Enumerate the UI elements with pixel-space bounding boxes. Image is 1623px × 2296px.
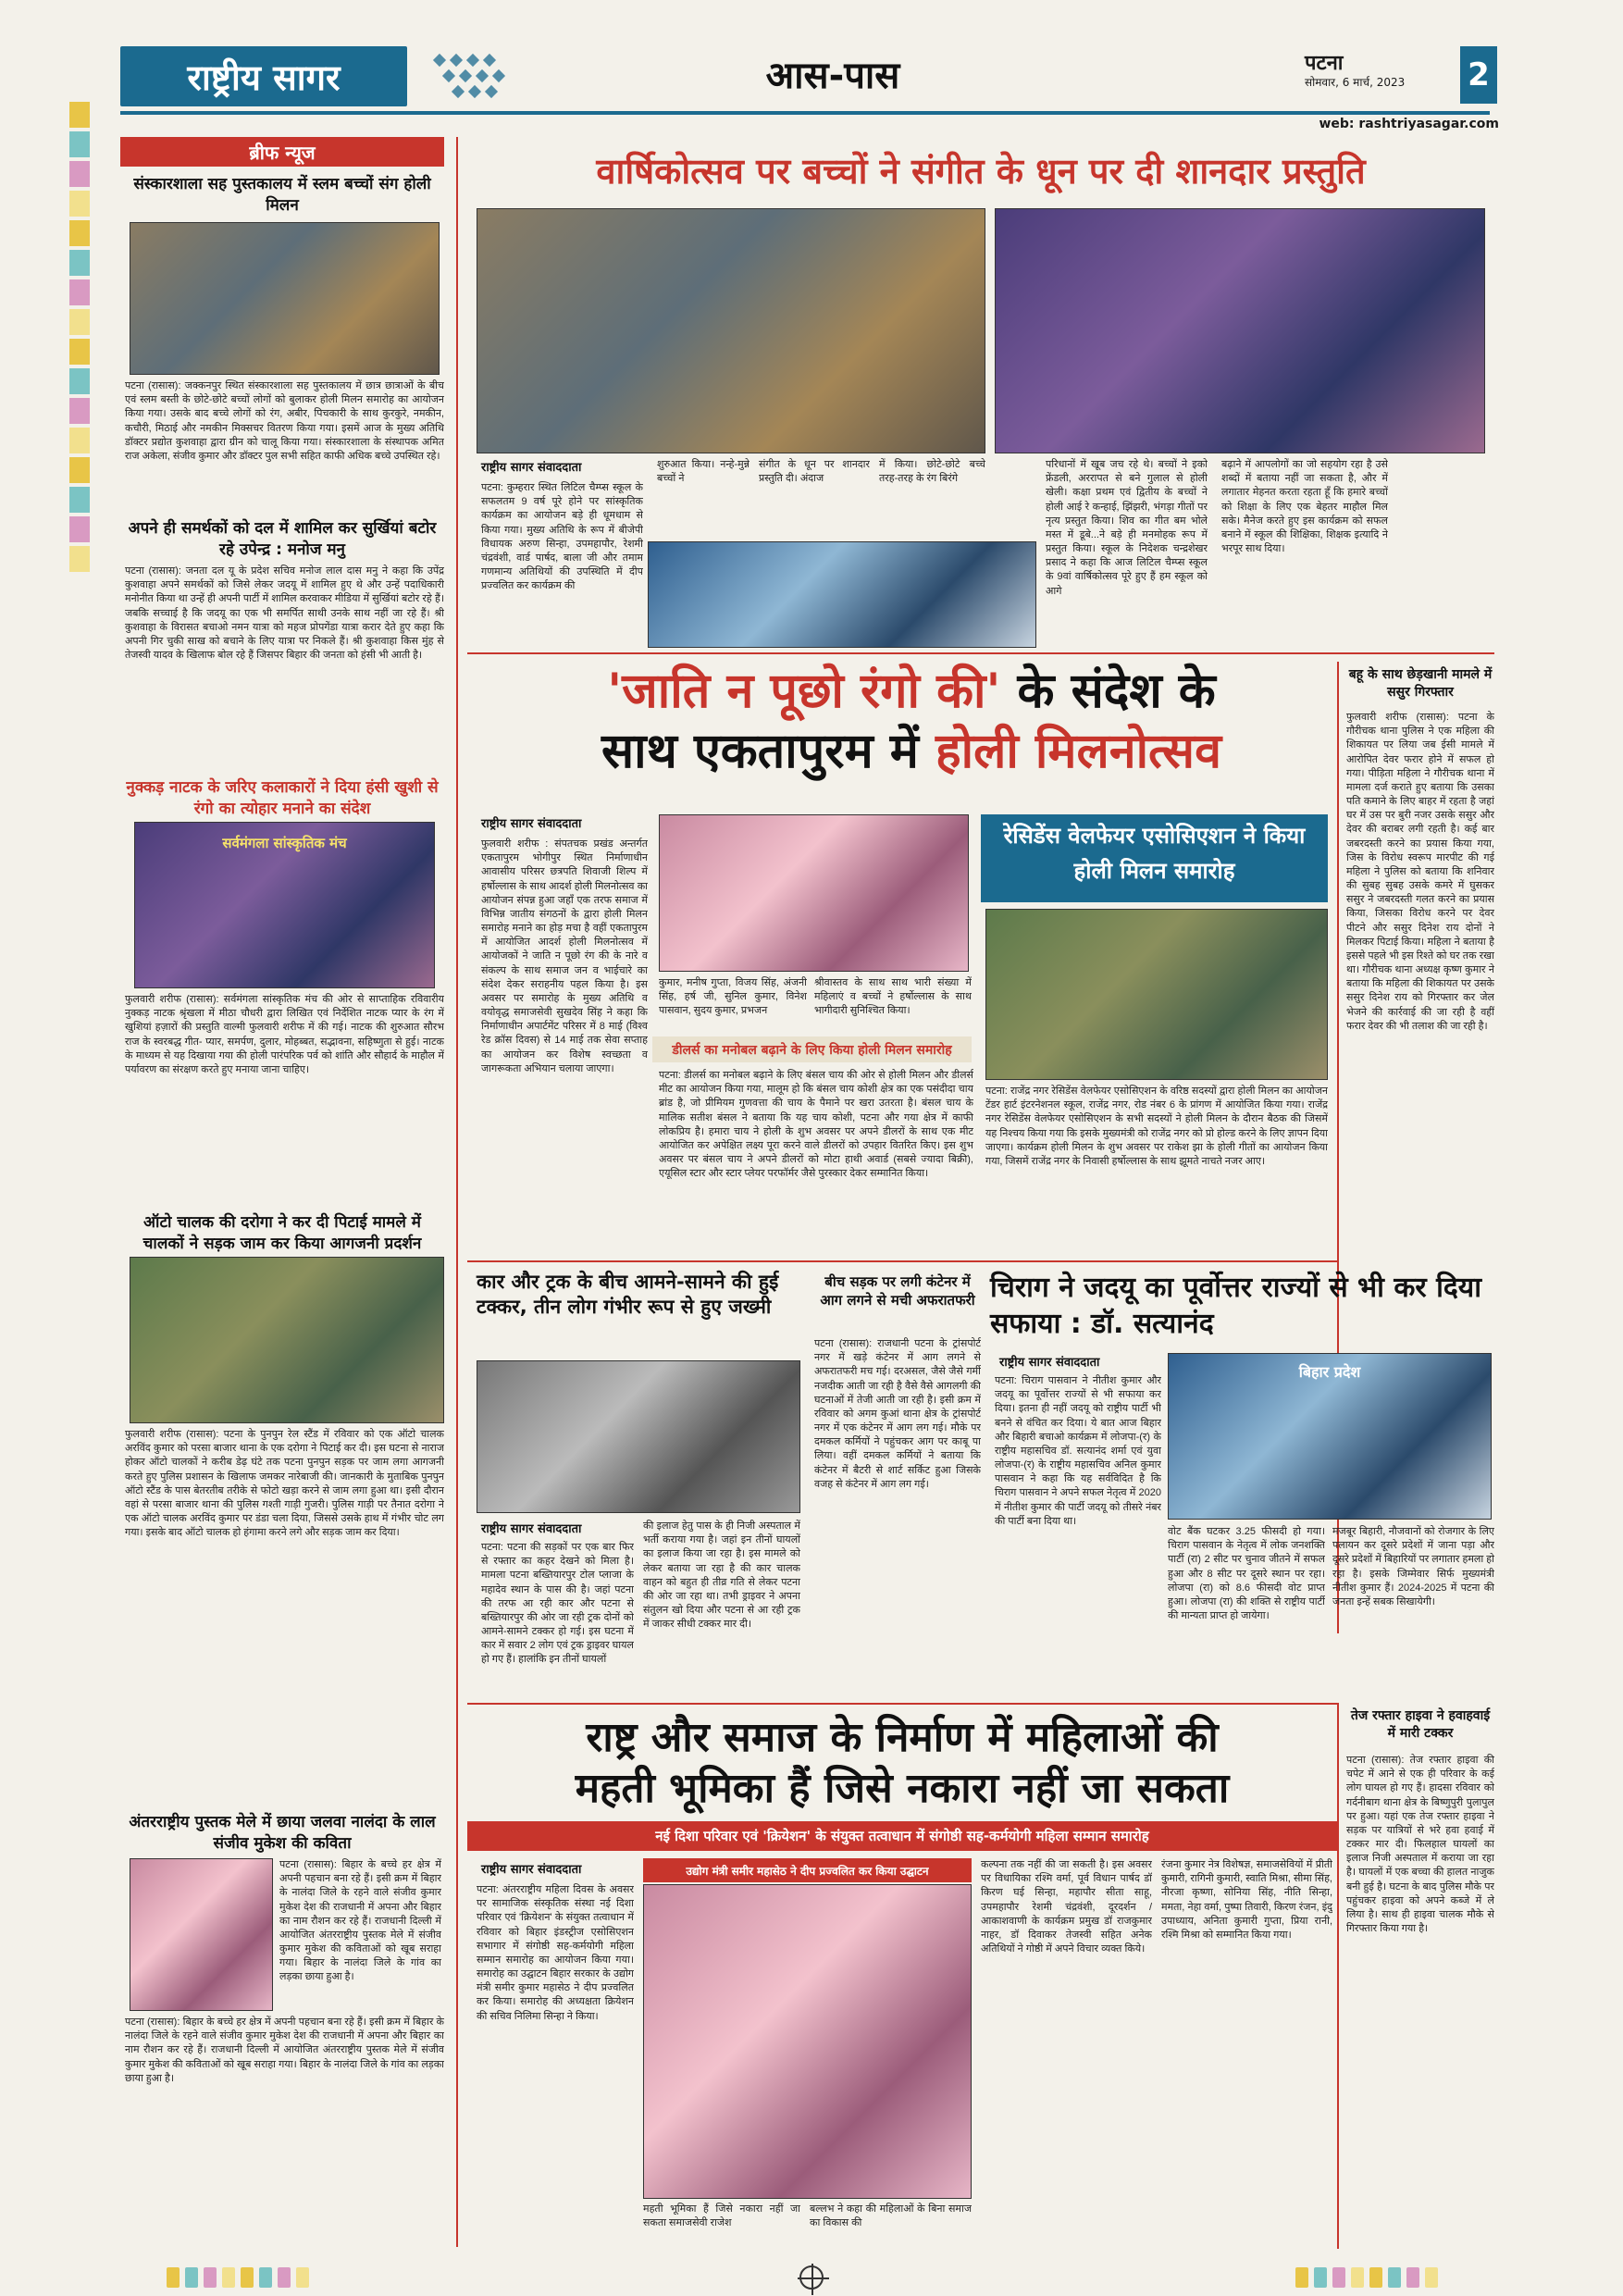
city-label: पटना: [1305, 52, 1344, 75]
holi-headline-quote: 'जाति न पूछो रंगो की': [607, 664, 1001, 719]
dealers-story-banner: डीलर्स का मनोबल बढ़ाने के लिए किया होली मिलन समारोह: [652, 1036, 972, 1062]
chirag-story-body: पटना: चिराग पासवान ने नीतीश कुमार और जदयू का पूर्वोत्तर राज्यों से भी सफाया कर दिया। इतना ही नहीं जदयू को राष्ट्रीय पार्टी भी बनने से वंचित कर दिया। ये बात आज बिहार और बिहारी बचाओ कार्यक्रम में लोजपा-(र) के राष्ट्रीय महासचिव डॉ. सत्यानंद शर्मा एवं युवा लोजपा-(र) के राष्ट्रीय महासचिव अनिल कुमार पासवान ने कहा कि यह सर्वविदित है कि चिराग पासवान ने अपने सफल नेतृत्व में 2020 में नीतीश कुमार की पार्टी जदयू को तीसरे नंबर की पार्टी बना दिया था।: [995, 1375, 1161, 1527]
website-link[interactable]: web: rashtriyasagar.com: [1319, 117, 1499, 131]
chirag-story-headline: चिराग ने जदयू का पूर्वोत्तर राज्यों से भी कर दिया सफाया : डॉ. सत्यानंद: [990, 1272, 1481, 1340]
story-body: फुलवारी शरीफ (रासास): पटना के गौरीचक थाना पुलिस ने एक महिला की शिकायत पर लिया जब ईसी मामले में आरोपित देवर फरार होने में सफल हो गया। पीड़िता महिला ने गौरीचक थाना में मामला दर्ज कराते हुए बताया कि उसका पति कमाने के लिए बाहर में रहता है जहां घर में उस पर बुरी नजर उसके ससुर और देवर की बराबर लगी रहती है। कई बार जबरदस्ती करने का प्रयास किया गया, जिस के विरोध स्वरूप मारपीट की गई महिला ने पुलिस को बताया कि शनिवार की सुबह सुबह उसके कमरे में घुसकर ससुर ने जबरदस्ती गलत करने का प्रयास किया, जिसका विरोध करने पर देवर पीटने और ससुर दिनेश राय दोनों ने मिलकर पिटाई किया। महिला ने बताया है इससे पहले भी इस रिश्ते को घर तक रखा था। गौरीचक थाना अध्यक्ष कृष्ण कुमार ने बताया कि महिला की शिकायत पर उसके ससुर दिनेश राय को गिरफ्तार कर जेल भेजने की कार्रवाई की जा रही है वहीं फरार देवर की भी तलाश की जा रही है।: [1346, 712, 1494, 1032]
story-column: परिधानों में खूब जच रहे थे। बच्चों ने इको फ्रेंडली, अररापत से बने गुलाल से होली खेली। कक्षा प्रथम एवं द्वितीय के बच्चों ने होली आई रे कन्हाई, झिंझरी, भंगड़ा गीतों पर नृत्य प्रस्तुत किया। शिव का गीत बम भोले मस्त में डूबे...ने बड़े ही मनमोहक रूप में प्रस्तुत किया। स्कूल के निदेशक चन्द्रशेखर प्रसाद ने कहा कि आज लिटिल चैम्प्स स्कूल के 9वां वार्षिकोत्सव पूरे हुए हैं हम स्कूल को आगे: [1046, 459, 1208, 597]
photo-bottom-caption: बल्लभ ने कहा की महिलाओं के बिना समाज का विकास की: [810, 2203, 972, 2229]
photo-banner-text: सर्वमंगला सांस्कृतिक मंच: [222, 835, 347, 851]
holi-story-headline: [467, 662, 1356, 782]
story-body: पटना (रासास): जनता दल यू के प्रदेश सचिव मनोज लाल दास मनु ने कहा कि उपेंद्र कुशवाहा अपने समर्थकों को जिसे लेकर जदयू में शामिल हुए थे और उन्हें पदाधिकारी मनोनीत किया था उन्हें ही अपनी पार्टी में शामिल करवाकर मीडिया में सुर्खियां बटोर रहे हैं। जबकि सच्चाई है कि जदयू का एक भी समर्पित साथी उनके साथ नहीं जा रहे हैं। श्री कुशवाहा के विरासत बचाओ नमन यात्रा को महज प्रोपगेंडा यात्रा करार देते हुए कहा कि अपनी गिर चुकी साख को बचाने के लिए यात्रा पर निकले हैं। श्री कुशवाहा किस मुंह से तेजस्वी यादव के खिलाफ बोल रहे हैं जिसपर बिहार की जनता को हंसी भी आती है।: [125, 565, 444, 662]
masthead-rule: [120, 111, 1490, 115]
news-photo: [130, 222, 440, 375]
top-story-headline-box: [467, 137, 1494, 206]
women-headline-line1: राष्ट्र और समाज के निर्माण में महिलाओं की: [586, 1714, 1219, 1761]
byline: राष्ट्रीय सागर संवाददाता: [481, 1863, 582, 1877]
car-story-headline: कार और ट्रक के बीच आमने-सामने की हुई टक्कर, तीन लोग गंभीर रूप से हुए जख्मी: [477, 1271, 779, 1319]
story-headline: ऑटो चालक की दरोगा ने कर दी पिटाई मामले में चालकों ने सड़क जाम कर किया आगजनी प्रदर्शन: [142, 1213, 422, 1253]
story-column: में किया। छोटे-छोटे बच्चे तरह-तरह के रंग बिरंगे: [879, 459, 985, 485]
story-body-continued: पटना (रासास): बिहार के बच्चे हर क्षेत्र में अपनी पहचान बना रहे हैं। इसी क्रम में बिहार के नालंदा जिले के रहने वाले संजीव कुमार मुकेश देश की राजधानी में अपना और बिहार का नाम रौशन कर रहे हैं। राजधानी दिल्ली में आयोजित अंतरराष्ट्रीय पुस्तक मेले में संजीव कुमार मुकेश की कविताओं को खूब सराहा गया। बिहार के नालंदा जिले के गांव का लड़का छाया हुआ है।: [125, 2017, 444, 2084]
left-margin-color-bar: [69, 102, 90, 2258]
top-story-photo-right: [995, 208, 1485, 453]
photo-caption: श्रीवास्तव के साथ साथ भारी संख्या में महिलाएं व बच्चों ने हर्षोल्लास के साथ भागीदारी सुनिश्चित किया।: [814, 977, 972, 1017]
chirag-story-body-continued: वोट बैंक घटकर 3.25 फीसदी हो गया। चिराग पासवान के नेतृत्व में लोक जनशक्ति पार्टी (रा) 2 सीट पर चुनाव जीतने में सफल हुआ और 8 सीट पर दूसरे स्थान पर रहा। लोजपा (रा) को 8.6 फीसदी वोट प्राप्त हुआ। लोजपा (रा) की शक्ति से राष्ट्रीय पार्टी की मान्यता प्राप्त हो जायेगा।: [1168, 1526, 1325, 1622]
residents-headline: रेसिडेंस वेलफेयर एसोसिएशन ने किया होली मिलन समारोह: [1003, 823, 1306, 885]
holi-story-body: फुलवारी शरीफ : संपतचक प्रखंड अन्तर्गत एकतापुरम भोगीपुर स्थित निर्माणाधीन आवासीय परिसर छत्रपति शिवाजी शिल्प में हर्षोल्लास के साथ आदर्श होली मिलनोत्सव का आयोजन संपन्न हुआ जहाँ एक तरफ समाज में विभिन्न जातीय संगठनों के द्वारा होली मिलन समारोह मनाने का होड़ मचा है वहीं एकतापुरम में आयोजित आदर्श होली मिलनोत्सव में आयोजकों ने जाति न पूछो रंग की के नारे व संकल्प के साथ समाज जन व भाईचारे का संदेश देकर सराहनीय पहल किया है। इस अवसर पर समारोह के मुख्य अतिथि व वयोवृद्ध समाजसेवी सुखदेव सिंह ने कहा कि निर्माणाधीन अपार्टमेंट परिसर में 8 माई (विश्व रेड क्रॉस दिवस) से 14 माई तक सेवा सप्ताह का आयोजन कर विशेष स्वच्छता व जागरूकता अभियान चलाया जाएगा।: [481, 838, 648, 1074]
divider: [467, 1260, 1337, 1262]
story-body: पटना (रासास): जक्कनपुर स्थित संस्कारशाला सह पुस्तकालय में छात्र छात्राओं के बीच एवं स्लम बस्ती के छोटे-छोटे बच्चों लोगों को बुलाकर होली मिलन समारोह का आयोजन किया गया। उसके बाद बच्चे लोगों को रंग, अबीर, पिचकारी के साथ कुरकुरे, नमकीन, कचौरी, मिठाई और नमकीन मिक्सचर वितरण किया गया। इसमें आज के मुख्य अतिथि डॉक्टर प्रद्योत कुशवाहा द्वारा ग्रीन को चालू किया गया। संस्कारशाला के संस्थापक अमित राज अकेला, संजीव कुमार और डॉक्टर पुल सभी सहित काफी अधिक बच्चे उपस्थित रहे।: [125, 380, 444, 462]
highway-story-headline: तेज रफ्तार हाइवा ने हवाहवाई में मारी टक्कर: [1350, 1708, 1491, 1741]
holi-headline-line2a: साथ एकतापुरम में: [601, 724, 935, 779]
top-story-photo-left: [477, 208, 985, 453]
brand-logo: राष्ट्रीय सागर: [120, 46, 407, 106]
women-story-body: पटना: अंतरराष्ट्रीय महिला दिवस के अवसर पर सामाजिक संस्कृतिक संस्था नई दिशा परिवार एवं 'क्रियेशन' के संयुक्त तत्वाधान में रविवार को बिहार इंडस्ट्रीज एसोसिएशन सभागार में संगोष्ठी सह-कर्मयोगी महिला सम्मान समारोह का आयोजन किया गया। समारोह का उद्घाटन बिहार सरकार के उद्योग मंत्री समीर कुमार महासेठ ने दीप प्रज्वलित कर किया। समारोह की अध्यक्षता क्रियेशन की सचिव निलिमा सिन्हा ने किया।: [477, 1884, 634, 2022]
photo-banner-text: बिहार प्रदेश: [1298, 1363, 1361, 1381]
women-headline-line2: महती भूमिका हैं जिसे नकारा नहीं जा सकता: [575, 1765, 1230, 1812]
holi-group-photo: [659, 814, 969, 972]
page-number: 2: [1460, 46, 1497, 104]
masthead: [120, 46, 1499, 131]
news-photo: [130, 1858, 273, 2011]
photo-bottom-caption: महती भूमिका हैं जिसे नकारा नहीं जा सकता समाजसेवी राजेश: [643, 2203, 800, 2229]
registration-mark-icon: [799, 2265, 824, 2290]
residents-story-body: पटना: राजेंद्र नगर रेसिडेंस वेलफेयर एसोसिएशन के वरिष्ठ सदस्यों द्वारा होली मिलन का आयोजन टेंडर हार्ट इंटरनेशनल स्कूल, राजेंद्र नगर, रोड नंबर 6 के प्रांगण में आयोजित किया गया। राजेंद्र नगर रेसिडेंस वेलफेयर एसोसिएशन के सभी सदस्यों ने होली मिलन के दौरान बैठक की जिसमें यह निश्चय किया गया कि इसके मुख्यमंत्री को राजेंद्र नगर को प्रो होल्ड करने के लिए ज्ञापन दिया जाएगा। कार्यक्रम होली मिलन के शुभ अवसर पर राकेश झा के होली गीतों का आयोजन किया गया, जिसमें राजेंद्र नगर के निवासी हर्षोल्लास के साथ झूमते नाचते नजर आए।: [985, 1086, 1328, 1167]
story-column: बढ़ाने में आपलोगों का जो सहयोग रहा है उसे शब्दों में बताया नहीं जा सकता है, और में लगातार मेहनत करता रहता हूँ कि हमारे बच्चों को शिक्षा के लिए एक बेहतर माहौल मिल सके। मैनेज करते हुए इस कार्यक्रम को सफल बनाने में स्कूल की शिक्षिका, शिक्षक इत्यादि ने भरपूर साथ दिया।: [1221, 459, 1388, 555]
accident-photo: [477, 1360, 800, 1513]
story-headline: नुक्कड़ नाटक के जरिए कलाकारों ने दिया हंसी खुशी से रंगो का त्योहार मनाने का संदेश: [126, 778, 439, 818]
women-story-banner: नई दिशा परिवार एवं 'क्रियेशन' के संयुक्त तत्वाधान में संगोष्ठी सह-कर्मयोगी महिला सम्मान समारोह: [467, 1821, 1337, 1851]
story-headline: अंतरराष्ट्रीय पुस्तक मेले में छाया जलवा नालंदा के लाल संजीव मुकेश की कविता: [129, 1813, 436, 1853]
women-photo-caption: उद्योग मंत्री समीर महासेठ ने दीप प्रज्वलित कर किया उद्घाटन: [643, 1858, 972, 1882]
byline: राष्ट्रीय सागर संवाददाता: [481, 817, 582, 831]
story-column: पटना: कुम्हरार स्थित लिटिल चैम्प्स स्कूल के सफलतम 9 वर्ष पूरे होने पर सांस्कृतिक कार्यक्रम का आयोजन बड़े ही धूमधाम से किया गया। मुख्य अतिथि के रूप में बीजेपी विधायक अरुण सिन्हा, उपमहापौर, रेशमी चंद्रवंशी, वार्ड पार्षद, बाला जी और तमाम गणमान्य अतिथियों की उपस्थिति में दीप प्रज्वलित कर कार्यक्रम की: [481, 482, 643, 592]
date-label: सोमवार, 6 मार्च, 2023: [1305, 76, 1406, 89]
women-story-body-continued: कल्पना तक नहीं की जा सकती है। इस अवसर पर विधायिका रश्मि वर्मा, पूर्व विधान पार्षद डॉ किरण घई सिन्हा, महापौर सीता साहू, उपमहापौर रेशमी चंद्रवंशी, दूरदर्शन / आकाशवाणी के कार्यक्रम प्रमुख डॉ राजकुमार नाहर, डॉ दिवाकर तेजस्वी सहित अनेक अतिथियों ने गोष्ठी में अपने विचार व्यक्त किये।: [981, 1859, 1152, 1955]
residents-photo: [985, 909, 1328, 1080]
news-photo: [130, 1257, 444, 1423]
women-story-headline: [472, 1712, 1332, 1814]
children-performers-photo: [648, 541, 1036, 648]
divider: [467, 1703, 1337, 1705]
top-story-headline: वार्षिकोत्सव पर बच्चों ने संगीत के धून पर दी शानदार प्रस्तुति: [596, 151, 1366, 192]
byline: राष्ट्रीय सागर संवाददाता: [999, 1356, 1100, 1370]
women-award-photo: [643, 1884, 972, 2199]
dealers-story-body: पटना: डीलर्स का मनोबल बढ़ाने के लिए बंसल चाय की ओर से होली मिलन और डीलर्स मीट का आयोजन किया गया, मालूम हो कि बंसल चाय कोशी क्षेत्र का एक पसंदीदा चाय ब्रांड है, जो प्रीमियम गुणवत्ता की चाय के पैमाने पर खरा उतरता है। बंसल चाय के मालिक सतीश बंसल ने बताया कि यह चाय कोशी, पटना और गया क्षेत्र में काफी लोकप्रिय है। हमारा चाय ने होली के शुभ अवसर पर अपने डीलरों के साथ एक मीट आयोजित कर अपेक्षित लक्ष्य पूरा करने वाले डीलरों को उपहार वितरित किए। इस शुभ अवसर पर बंसल चाय ने अपने डीलरों को मोटा हाथी अवार्ड (सबसे ज्यादा बिक्री), एयूसिल स्टार और स्टार प्लेयर परफॉर्मर जैसे पुरस्कार देकर सम्मानित किया।: [659, 1070, 973, 1180]
story-headline: संस्कारशाला सह पुस्तकालय में स्लम बच्चों संग होली मिलन: [133, 175, 431, 215]
section-title: आस-पास: [765, 55, 900, 97]
highway-story-body: पटना (रासास): तेज रफ्तार हाइवा की चपेट में आने से एक ही परिवार के कई लोग घायल हो गए हैं। हादसा रविवार को गर्दनीबाग थाना क्षेत्र के बिष्णुपुरी पुलापुल पर हुआ। यहां एक तेज रफ्तार हाइवा ने सड़क पर यात्रियों से भरे हवा हवाई में टक्कर मार दी। फिलहाल घायलों का इलाज निजी अस्पताल में कराया जा रहा है। घायलों में एक बच्चा की हालत नाजुक बनी हुई है। घटना के बाद पुलिस मौके पर पहुंचकर हाइवा को अपने कब्जे में ले लिया है। साथ ही हाइवा चालक मौके से गिरफ्तार किया गया है।: [1346, 1755, 1494, 1935]
chirag-press-photo: [1168, 1353, 1492, 1520]
story-body: फुलवारी शरीफ (रासास): पटना के पुनपुन रेल स्टैंड में रविवार को एक ऑटो चालक अरविंद कुमार को परसा बाजार थाना के एक दरोगा ने पिटाई कर दी। इस घटना से नाराज होकर ऑटो चालकों ने करीब डेढ़ घंटे तक पटना पुनपुन सड़क पर जाम लगा आगजनी करते हुए पुलिस प्रशासन के खिलाफ जमकर नारेबाजी की। जानकारी के मुताबिक पुनपुन ऑटो स्टैंड के पास बेतरतीब तरीके से फोटो खड़ा करने से जाम लगा हुआ था। इसी दौरान वहां से परसा बाजार थाना की पुलिस गश्ती गाड़ी गुजरी। पुलिस गाड़ी पर तैनात दरोगा ने एक ऑटो चालक अरविंद कुमार पर डंडा चला दिया, जिससे उसके हाथ में गंभीर चोट लग गया। इसके बाद ऑटो चालक हो हंगामा करने लगे और सड़क जाम कर दिया।: [125, 1429, 444, 1539]
column-rule: [1337, 1703, 1339, 2249]
holi-headline-line2b: होली मिलनोत्सव: [935, 724, 1221, 779]
photo-caption: कुमार, मनीष गुप्ता, विजय सिंह, अंजनी सिंह, हर्ष जी, सुनिल कुमार, विनेश पासवान, सुदय कुमार, प्रभजन: [659, 977, 807, 1017]
women-story-body-continued: रंजना कुमार नेत्र विशेषज्ञ, समाजसेवियों में प्रीती कुमारी, रागिनी कुमारी, स्वाति मिश्रा, सीमा सिंह, नीरजा कृष्णा, सोनिया सिंह, नीति सिन्हा, ममता, नेहा वर्मा, पुष्पा तिवारी, किरण रंजन, इंदु उपाध्याय, अनिता कुमारी गुप्ता, प्रिया रानी, रश्मि मिश्रा को सम्मानित किया गया।: [1161, 1859, 1332, 1941]
car-story-body: पटना: पटना की सड़कों पर एक बार फिर से रफ्तार का कहर देखने को मिला है। मामला पटना बख्तियारपुर टोल प्लाजा के महादेव स्थान के पास की है। जहां पटना की तरफ आ रही कार और पटना से बख्तियारपुर की ओर जा रही ट्रक दोनों को आमने-सामने टक्कर हो गई। इस घटना में कार में सवार 2 लोग एवं ट्रक ड्राइवर घायल हो गए हैं। हालांकि इन तीनों घायलों: [481, 1542, 634, 1666]
byline: राष्ट्रीय सागर संवाददाता: [481, 461, 582, 475]
left-brief-column: [120, 137, 458, 2247]
divider: [467, 652, 1494, 654]
car-story-body-continued: की इलाज हेतु पास के ही निजी अस्पताल में भर्ती कराया गया है। जहां इन तीनों घायलों का इलाज किया जा रहा है। इस मामले को लेकर बताया जा रहा है की कार चालक वाहन को बहुत ही तीव्र गति से लेकर पटना की ओर जा रहा था। तभी ड्राइवर ने अपना संतुलन खो दिया और पटना से आ रही ट्रक में जाकर सीधी टक्कर मार दी।: [643, 1520, 800, 1631]
story-headline: बहू के साथ छेड़खानी मामले में ससुर गिरफ्तार: [1348, 667, 1493, 700]
brief-news-banner: ब्रीफ न्यूज: [120, 137, 444, 167]
story-column: शुरुआत किया। नन्हे-मुन्ने बच्चों ने: [657, 459, 750, 485]
fire-story-body: पटना (रासास): राजधानी पटना के ट्रांसपोर्ट नगर में खड़े कंटेनर में आग लगने से अफरातफरी मच गई। दरअसल, जैसे जैसे गर्मी नजदीक आती जा रही है वैसे वैसे आगलगी की घटनाओं में तेजी आती जा रही है। इसी क्रम में रविवार को अगम कुआं थाना क्षेत्र के ट्रांसपोर्ट नगर में एक कंटेनर में आग लग गई। मौके पर दमकल कर्मियों ने पहुंचकर आग पर काबू पा लिया। वहीं दमकल कर्मियों ने बताया कि कंटेनर में बैटरी से शार्ट सर्किट हुआ जिसके वजह से कंटेनर में आग लग गई।: [814, 1338, 981, 1490]
decorative-dots-icon: [426, 51, 537, 102]
story-body: पटना (रासास): बिहार के बच्चे हर क्षेत्र में अपनी पहचान बना रहे हैं। इसी क्रम में बिहार के नालंदा जिले के रहने वाले संजीव कुमार मुकेश देश की राजधानी में अपना और बिहार का नाम रौशन कर रहे हैं। राजधानी दिल्ली में आयोजित अंतरराष्ट्रीय पुस्तक मेले में संजीव कुमार मुकेश की कविताओं को खूब सराहा गया। बिहार के नालंदा जिले के गांव का लड़का छाया हुआ है।: [279, 1859, 441, 1983]
holi-headline-rest: के संदेश के: [1000, 664, 1216, 719]
byline: राष्ट्रीय सागर संवाददाता: [481, 1522, 582, 1536]
residents-headline-box: [981, 814, 1328, 902]
story-column: संगीत के धून पर शानदार प्रस्तुति दी। अंदाज: [759, 459, 870, 485]
fire-story-headline: बीच सड़क पर लगी कंटेनर में आग लगने से मची अफरातफरी: [820, 1273, 975, 1309]
story-body: फुलवारी शरीफ (रासास): सर्वमंगला सांस्कृतिक मंच की ओर से साप्ताहिक रविवारीय नुक्कड़ नाटक श्रृंखला में मीठा चौधरी द्वारा लिखित एवं निर्देशित नाटक प्यार के रंग में खुशियां हज़ारों की प्रस्तुति वाल्मी फुलवारी शरीफ में की गई। नाटक की शुरुआत सौरभ राज के स्वरबद्ध गीत- प्यार, समर्पण, दुलार, मोहब्बत, सद्भावना, सहिष्णुता से हुई। नाटक के माध्यम से यह दिखाया गया की होली पारंपरिक पर्व को शांति और सौहार्द के माहौल में पर्यावरण का संरक्षण करते हुए मनाया जाना चाहिए।: [125, 994, 444, 1075]
chirag-story-body-continued: मजबूर बिहारी, नौजवानों को रोजगार के लिए पलायन कर दूसरे प्रदेशों में जाना पड़ा और दूसरे प्रदेशों में बिहारियों पर लगातार हमला हो रहा है। इसके जिम्मेवार सिर्फ मुख्यमंत्री नीतीश कुमार हैं। 2024-2025 में पटना की जनता इन्हें सबक सिखायेगी।: [1332, 1526, 1494, 1607]
news-photo: [134, 822, 435, 988]
story-headline: अपने ही समर्थकों को दल में शामिल कर सुर्खियां बटोर रहे उपेन्द्र : मनोज मनु: [128, 519, 437, 559]
